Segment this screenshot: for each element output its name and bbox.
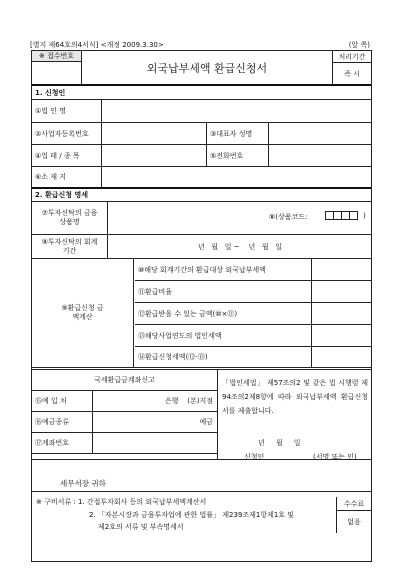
address-field[interactable]: [103, 167, 371, 187]
calc-row-value[interactable]: [311, 347, 371, 367]
acct-no-field[interactable]: [94, 433, 217, 453]
product-code-close: ): [363, 212, 366, 220]
receipt-no-value: [32, 62, 82, 84]
section1-title: 1. 신청인: [32, 84, 371, 99]
phone-field[interactable]: [270, 145, 371, 166]
calc-label: ⑨환급신청 금액계산: [32, 259, 134, 367]
account-title: 국세환급금계좌신고: [94, 376, 155, 384]
statement-text: 「법인세법」 제57조의2 및 같은 법 시행령 제94조의2제8항에 따라 외국납부세액 환급신청서를 제출합니다.: [222, 379, 368, 415]
docs-line-2: 2. 「자본시장과 금융투자업에 관한 법률」 제239조제1항제1호 및: [89, 511, 295, 519]
biz-reg-no-label: ②사업자등록번호: [32, 123, 102, 144]
corp-name-field[interactable]: [103, 100, 371, 122]
docs-line-3: 제2호의 서류 및 부속명세서: [98, 523, 184, 531]
sign-field[interactable]: (서명 또는 인): [313, 453, 357, 461]
phone-label: ⑤전화번호: [207, 145, 269, 166]
biz-reg-no-field[interactable]: [103, 123, 207, 144]
bank-label: ⑮예 입 처: [32, 391, 93, 411]
product-code-label: ⑧(상품코드:: [269, 213, 308, 221]
bank-field[interactable]: 은행 (본)지점: [164, 397, 213, 405]
processing-period-value: 즉 시: [344, 69, 360, 78]
fee-label: 수수료: [336, 497, 371, 511]
business-type-label: ④업 태 / 종 목: [32, 145, 102, 166]
section2-title: 2. 환급신청 명세: [32, 187, 371, 201]
applicant-label: 신청인: [244, 453, 265, 461]
corp-name-label: ①법 인 명: [32, 100, 102, 122]
docs-line-1: ※ 구비서류 : 1. 간접투자회사 등의 외국납부세액계산서: [36, 498, 207, 506]
addressee: 세무서장 귀하: [60, 479, 106, 488]
calc-row-label: ⑬해당사업연도의 법인세액: [138, 331, 222, 340]
receipt-no-label: ※ 접수번호: [32, 51, 82, 62]
address-label: ⑥소 재 지: [32, 167, 102, 187]
deposit-type-field[interactable]: 예금: [199, 418, 213, 426]
statement-date[interactable]: 년 월 일: [258, 439, 301, 447]
calc-row-label: ⑭환급신청세액(⑫-⑬): [138, 353, 208, 361]
form-number: [별지 제64호의4서식] <개정 2009.3.30>: [30, 41, 164, 49]
fund-name-field[interactable]: [109, 202, 371, 234]
page-side: (앞 쪽): [348, 41, 370, 49]
period-field[interactable]: 년 월 일 ~ 년 월 일: [197, 242, 283, 251]
calc-row-label: ⑪환급비율: [138, 287, 173, 296]
fee-value: 없음: [336, 511, 371, 533]
period-label: ⑨투자신탁의 회계기간: [32, 235, 108, 258]
calc-row-value[interactable]: [311, 325, 371, 346]
form-title: 외국납부세액 환급신청서: [82, 51, 333, 84]
processing-period-label: 처리기간: [333, 51, 371, 63]
acct-no-label: ⑰계좌번호: [32, 433, 93, 453]
rep-name-field[interactable]: [270, 123, 371, 144]
calc-row-label: ⑫환급받을 수 있는 금액(⑩×⑪): [138, 309, 238, 318]
calc-row-value[interactable]: [311, 259, 371, 280]
fund-name-label: ⑦투자신탁의 금융상품명: [32, 202, 108, 234]
business-type-field[interactable]: [103, 145, 207, 166]
deposit-type-label: ⑯예금종류: [32, 412, 93, 432]
calc-row-value[interactable]: [311, 303, 371, 324]
product-code-boxes[interactable]: [326, 211, 358, 220]
rep-name-label: ③대표자 성명: [207, 123, 269, 144]
calc-row-value[interactable]: [311, 281, 371, 302]
calc-row-label: ⑩해당 회계기간의 환급대상 외국납부세액: [138, 265, 266, 274]
